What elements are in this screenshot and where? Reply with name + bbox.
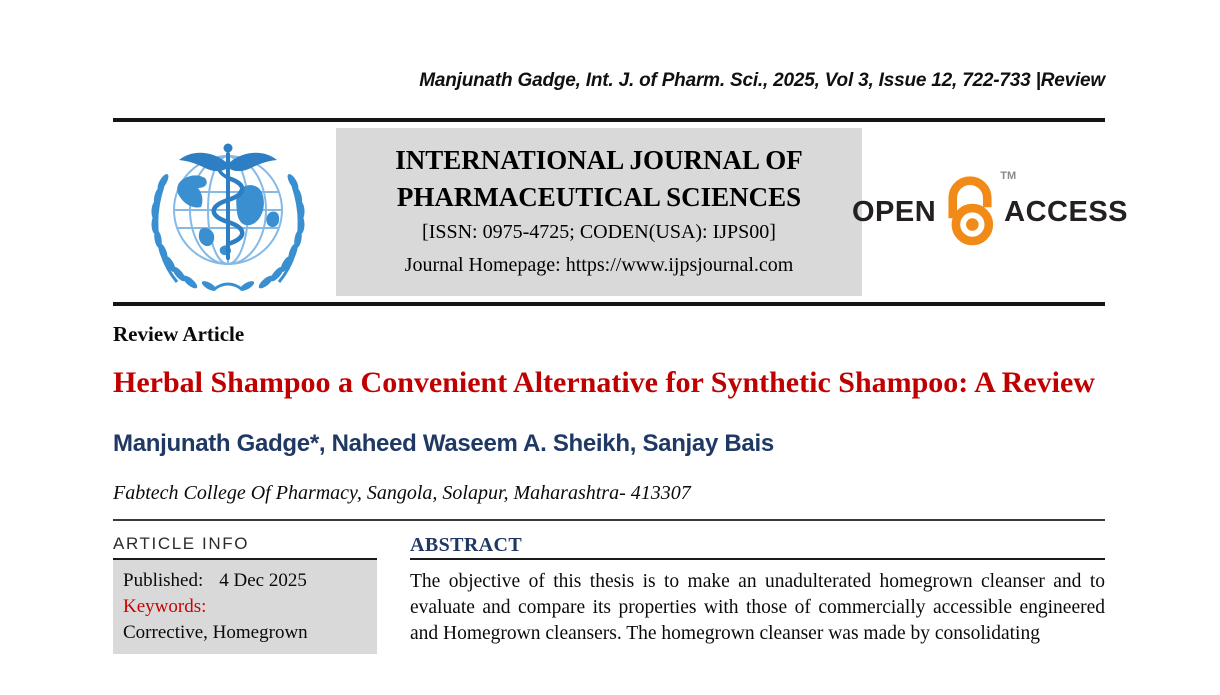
published-label: Published: xyxy=(123,570,204,591)
open-access-lock-icon xyxy=(941,173,999,251)
affiliation-line: Fabtech College Of Pharmacy, Sangola, Solapur, Maharashtra- 413307 xyxy=(113,482,691,504)
abstract-text: The objective of this thesis is to make an unadulterated homegrown cleanser and to evaluate and compare its properties with those of commercially accessible engineered and Homegrown cleansers. The homegrown cleanser was made by consolidating xyxy=(410,571,1105,644)
journal-homepage-link[interactable]: https://www.ijpsjournal.com xyxy=(565,254,794,276)
section-divider-rule xyxy=(113,519,1105,521)
journal-title-box xyxy=(336,128,862,296)
authors-line: Manjunath Gadge*, Naheed Waseem A. Sheikh, Sanjay Bais xyxy=(113,430,774,457)
running-head: Manjunath Gadge, Int. J. of Pharm. Sci., 2025, Vol 3, Issue 12, 722-733 |Review xyxy=(419,70,1105,91)
journal-title-line2: PHARMACEUTICAL SCIENCES xyxy=(396,182,802,212)
abstract-heading: ABSTRACT xyxy=(410,534,1105,560)
masthead xyxy=(113,122,1129,302)
homepage-line xyxy=(344,249,854,282)
article-info-column xyxy=(113,534,377,654)
article-info-box xyxy=(113,560,377,654)
keywords-value: Corrective, Homegrown xyxy=(123,622,308,643)
homepage-label: Journal Homepage: xyxy=(404,254,566,276)
journal-logo xyxy=(133,130,323,295)
abstract-column xyxy=(410,534,1105,654)
open-access-lock xyxy=(941,170,1017,251)
published-line xyxy=(123,568,367,594)
open-access-logo xyxy=(851,170,1129,251)
journal-title-line1: INTERNATIONAL JOURNAL OF xyxy=(395,145,803,175)
open-access-open-label: OPEN xyxy=(851,195,937,228)
article-info-heading: ARTICLE INFO xyxy=(113,534,377,560)
article-type-label: Review Article xyxy=(113,322,245,346)
trademark-label: TM xyxy=(1000,170,1017,182)
masthead-bottom-rule xyxy=(113,302,1105,306)
paper-title: Herbal Shampoo a Convenient Alternative for Synthetic Shampoo: A Review xyxy=(113,366,1095,399)
globe-caduceus-icon xyxy=(133,130,323,295)
published-value: 4 Dec 2025 xyxy=(219,570,307,591)
issn-line: [ISSN: 0975-4725; CODEN(USA): IJPS00] xyxy=(422,221,776,243)
keywords-label: Keywords: xyxy=(123,596,207,617)
open-access-access-label: ACCESS xyxy=(1004,195,1129,228)
info-abstract-columns xyxy=(113,534,1105,654)
